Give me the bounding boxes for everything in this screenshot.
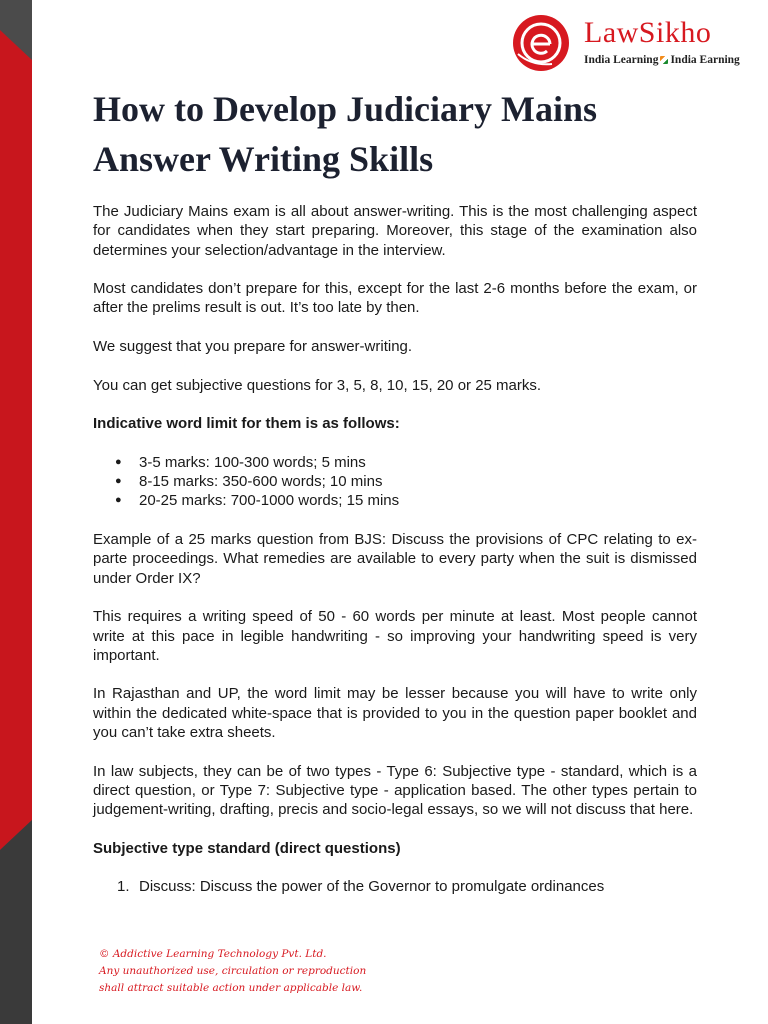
list-item (117, 877, 697, 896)
paragraph: The Judiciary Mains exam is all about answer-writing. This is the most challenging aspect for candidates when they start preparing. Moreover, this stage of the examination also determines your selection/advantage in the interview. (93, 203, 697, 259)
list-item: ● 8-15 marks: 350-600 words; 10 mins (139, 472, 697, 491)
paragraph: Most candidates don’t prepare for this, except for the last 2-6 months before the exam, or after the prelims result is out. It’s too late by then. (93, 280, 697, 317)
india-flag-icon (660, 56, 668, 64)
question-text: Discuss: Discuss the power of the Governor to promulgate ordinances (139, 878, 605, 896)
question-list (93, 877, 697, 896)
paragraph: We suggest that you prepare for answer-writing. (93, 338, 413, 356)
copyright-footer (99, 946, 366, 997)
paragraph: In law subjects, they can be of two types - Type 6: Subjective type - standard, which is a direct question, or Type 7: Subjective type - application based. The other types pertain to judgement-writing, drafting, precis and socio-legal essays, so we will not discuss that here. (93, 762, 697, 819)
list-item: ● 20-25 marks: 700-1000 words; 15 mins (139, 491, 697, 510)
lawsikho-logo (512, 14, 752, 72)
paragraph: Example of a 25 marks question from BJS: Discuss the provisions of CPC relating to ex-parte proceedings. What remedies are available to every party when the suit is dismissed under Order IX? (93, 531, 697, 587)
word-limit-list (93, 453, 697, 511)
list-number: 1. (117, 878, 130, 896)
footer-line: © Addictive Learning Technology Pvt. Ltd. (99, 948, 327, 960)
word-limit-heading: Indicative word limit for them is as follows: (93, 415, 400, 433)
list-item: ● 3-5 marks: 100-300 words; 5 mins (139, 453, 697, 472)
paragraph: You can get subjective questions for 3, 5, 8, 10, 15, 20 or 25 marks. (93, 376, 542, 394)
tagline-left: India Learning (584, 54, 659, 66)
decorative-side-band (0, 0, 32, 1024)
footer-line: Any unauthorized use, circulation or reproduction (99, 965, 367, 977)
page-title: How to Develop Judiciary Mains Answer Writing Skills (93, 89, 597, 179)
tagline-right: India Earning (670, 54, 740, 66)
paragraph: In Rajasthan and UP, the word limit may be lesser because you will have to write only within the dedicated white-space that is provided to you in the question paper booklet and you can’t take extra sheets. (93, 685, 697, 742)
document-body (93, 202, 697, 897)
logo-mark-icon (512, 14, 570, 72)
footer-line: shall attract suitable action under applicable law. (99, 982, 363, 994)
brand-name: LawSikho (584, 16, 712, 49)
paragraph: This requires a writing speed of 50 - 60 words per minute at least. Most people cannot write at this pace in legible handwriting - so improving your handwriting speed is very important. (93, 608, 697, 664)
subheading: Subjective type standard (direct questions) (93, 839, 401, 857)
brand-tagline (584, 54, 740, 66)
